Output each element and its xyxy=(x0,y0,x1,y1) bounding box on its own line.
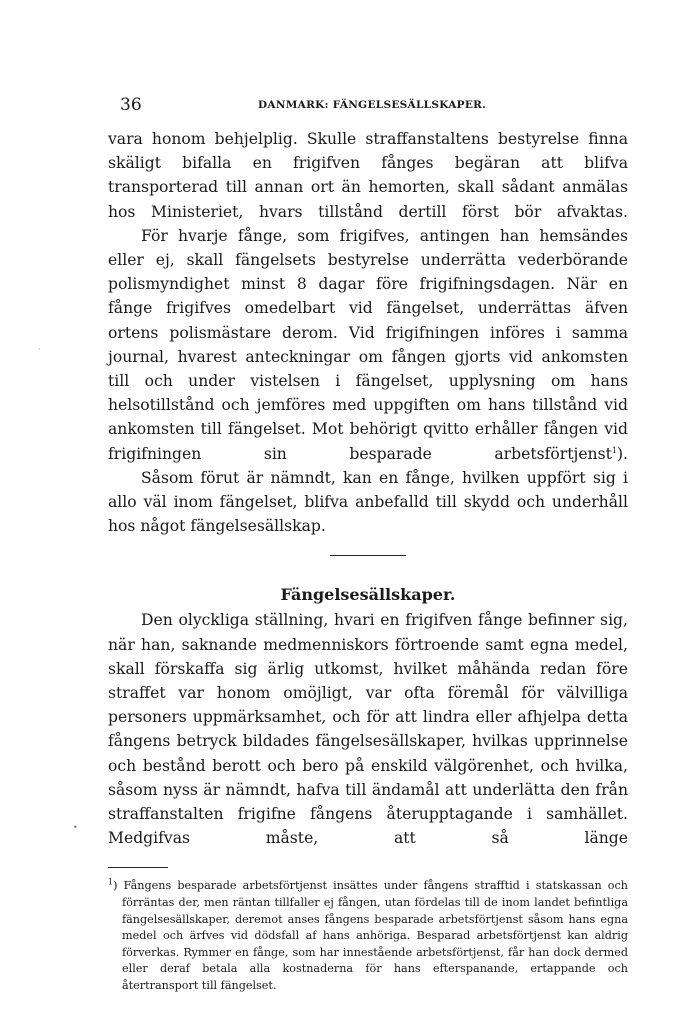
paper-speck: · xyxy=(38,345,41,354)
footnote xyxy=(108,878,628,994)
footnote-mark: 1 xyxy=(108,877,114,887)
paragraph-protection: Såsom förut är nämndt, kan en fånge, hvilken uppfört sig i allo väl inom fängelset, blifva anbefalld till skydd och underhåll hos något fängelsesällskap. xyxy=(108,468,628,536)
footnote-mark-close: ) xyxy=(113,879,118,893)
footnote-reference: 1 xyxy=(611,445,617,455)
book-page xyxy=(108,95,628,995)
paragraph-release-notice xyxy=(108,224,628,466)
footnote-divider xyxy=(108,867,168,868)
running-title: DANMARK: FÄNGELSESÄLLSKAPER. xyxy=(258,99,487,111)
footnote-text: Fångens besparade arbetsförtjenst insättes under fångens strafftid i statskassan och förräntas der, men räntan tillfaller ej fången, utan fördelas till de inom landet befintliga fängelsesällskaper, deremot anses fångens besparade arbetsförtjenst såsom hans egna medel och ärfves vid dödsfall af hans anhöriga. Besparad arbetsförtjenst kan aldrig förverkas. Rymmer en fånge, som har innestående arbetsförtjenst, får han dock dermed eller deraf betala alla kostnaderna för hans efterspanande, ertappande och återtransport till fängelset. xyxy=(122,879,629,993)
paragraph-continued: vara honom behjelplig. Skulle straffanstaltens bestyrelse finna skäligt bifalla en frigifven fånges begäran att blifva transporterad till annan ort än hemorten, skall sådant anmälas hos Ministeriet, hvars tillstånd dertill först bör afvaktas. xyxy=(108,130,628,221)
paragraph-release-text: För hvarje fånge, som frigifves, antingen han hemsändes eller ej, skall fängelsets bestyrelse underrätta vederbörande polismyndighet minst 8 dagar före frigifningsdagen. När en fånge frigifves omedelbart vid fängelset, underrättas äfven ortens polismästare derom. Vid frigifningen införes i samma journal, hvarest anteckningar om fången gjorts vid ankomsten till och under vistelsen i fängelset, upplysning om hans helsotillstånd och jemföres med uppgiften om hans tillstånd vid ankomsten till fängelset. Mot behörigt qvitto erhåller fången vid frigifningen sin besparade arbetsförtjenst xyxy=(108,226,628,463)
section-title: Fängelsesällskaper. xyxy=(280,585,456,605)
paper-speck: • xyxy=(73,823,78,832)
paragraph-societies: Den olyckliga ställning, hvari en frigifven fånge befinner sig, när han, saknande medmenniskors förtroende samt egna medel, skall förskaffa sig ärlig utkomst, hvilket måhända redan före straffet var honom omöjligt, var ofta föremål för välvilliga personers uppmärksamhet, och för att lindra eller afhjelpa detta fångens betryck bildades fängelsesällskaper, hvilkas upprinnelse och bestånd berott och bero på enskild välgörenhet, och hvilka, såsom nyss är nämndt, hafva till ändamål att underlätta den från straffanstalten frigifne fångens återupptagande i samhället. Medgifvas måste, att så länge xyxy=(108,611,628,848)
main-text xyxy=(108,127,628,850)
section-divider xyxy=(330,555,406,556)
paragraph-release-end: ). xyxy=(616,444,628,463)
running-head xyxy=(108,95,628,115)
page-number: 36 xyxy=(120,95,142,115)
